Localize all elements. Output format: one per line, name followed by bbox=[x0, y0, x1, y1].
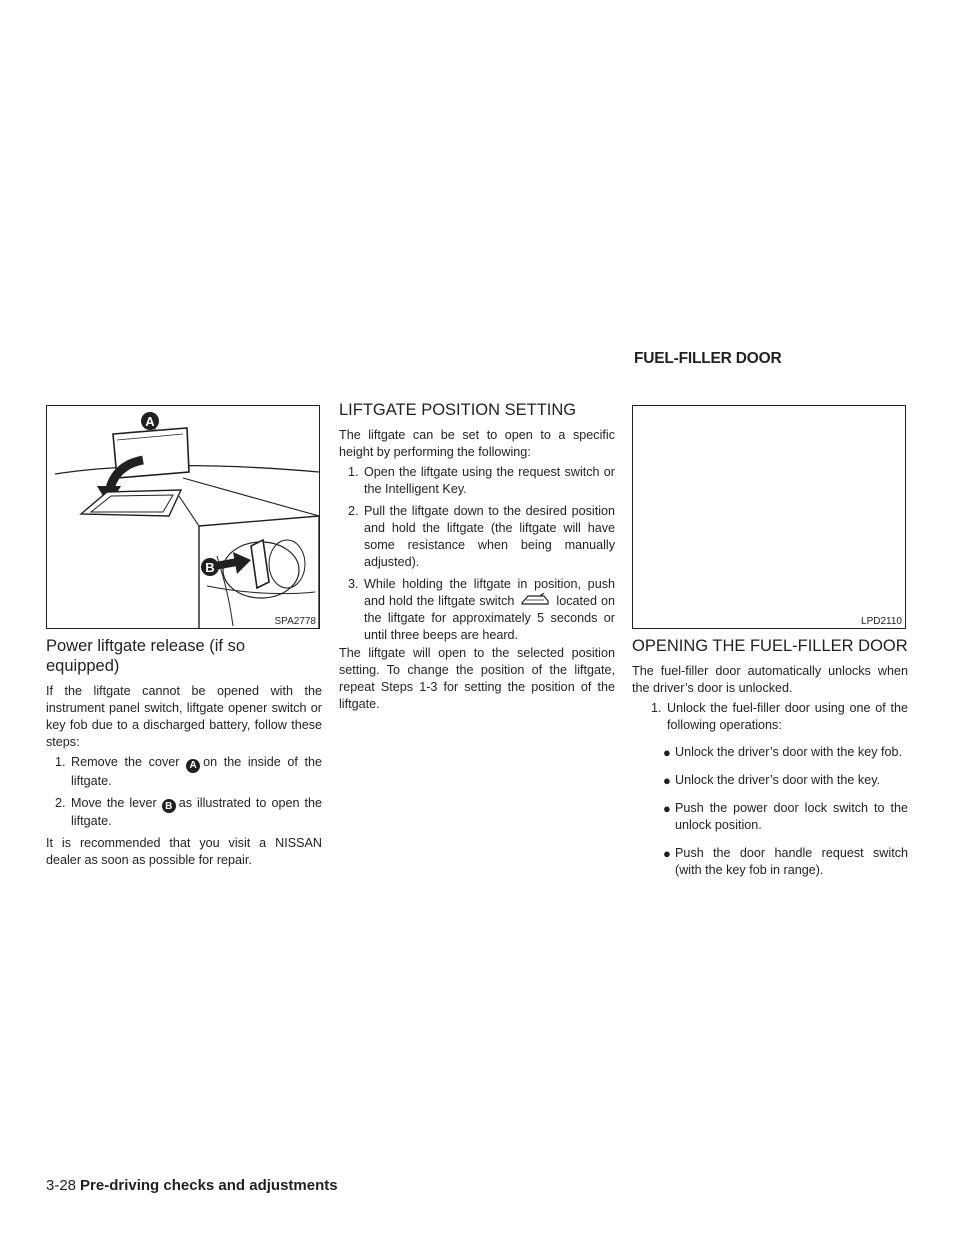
marker-a-inline: A bbox=[186, 759, 200, 773]
liftgate-release-illustration bbox=[47, 406, 320, 629]
step-item bbox=[339, 464, 615, 498]
heading-power-liftgate-release: Power liftgate release (if so equipped) bbox=[46, 637, 246, 675]
list-item bbox=[632, 800, 908, 834]
paragraph-intro: The fuel-filler door automatically unlocks when the driver’s door is unlocked. bbox=[632, 664, 908, 695]
steps-list bbox=[339, 464, 615, 644]
bullet-text: Push the power door lock switch to the unlock position. bbox=[675, 801, 908, 832]
step-item bbox=[46, 754, 322, 790]
paragraph-closing: The liftgate will open to the selected position setting. To change the position of the liftgate, repeat Steps 1-3 for setting the position of the liftgate. bbox=[339, 646, 615, 711]
step-number: 1. bbox=[348, 465, 359, 479]
step-text: Unlock the fuel-filler door using one of the following operations: bbox=[667, 701, 908, 732]
step-text: Remove the cover bbox=[71, 755, 180, 769]
step-item bbox=[46, 795, 322, 831]
bullet-icon: ● bbox=[663, 801, 671, 816]
bullet-text: Push the door handle request switch (with the key fob in range). bbox=[675, 846, 908, 877]
step-number: 3. bbox=[348, 577, 359, 591]
liftgate-switch-icon bbox=[520, 593, 550, 607]
bullet-icon: ● bbox=[663, 745, 671, 760]
step-text: as illustrated to open the liftgate. bbox=[71, 795, 322, 828]
bullet-icon: ● bbox=[663, 846, 671, 861]
figure-code: SPA2778 bbox=[274, 616, 316, 627]
marker-b: B bbox=[201, 558, 219, 576]
column-right bbox=[632, 405, 908, 890]
marker-b-inline: B bbox=[162, 799, 176, 813]
bullet-list bbox=[632, 744, 908, 879]
paragraph-closing: It is recommended that you visit a NISSAN dealer as soon as possible for repair. bbox=[46, 836, 322, 867]
step-text: Pull the liftgate down to the desired position and hold the liftgate (the liftgate will have some resistance when being manually adjusted). bbox=[364, 504, 615, 569]
step-number: 2. bbox=[348, 504, 359, 518]
heading-liftgate-position-setting: LIFTGATE POSITION SETTING bbox=[339, 401, 577, 419]
step-text: While holding the liftgate in position, push and hold the liftgate switch bbox=[364, 577, 615, 608]
bullet-text: Unlock the driver’s door with the key. bbox=[675, 773, 881, 787]
paragraph-intro: If the liftgate cannot be opened with the instrument panel switch, liftgate opener switch or key fob due to a discharged battery, follow these steps: bbox=[46, 684, 322, 749]
heading-opening-fuel-filler-door: OPENING THE FUEL-FILLER DOOR bbox=[632, 637, 908, 655]
list-item bbox=[632, 845, 908, 879]
steps-list bbox=[632, 700, 908, 734]
page-footer bbox=[46, 1177, 338, 1195]
step-number: 2. bbox=[55, 795, 66, 810]
step-number: 1. bbox=[55, 755, 66, 769]
step-number: 1. bbox=[651, 701, 662, 715]
column-left bbox=[46, 405, 322, 869]
page-number: 3-28 bbox=[46, 1177, 77, 1194]
step-text: Move the lever bbox=[71, 795, 157, 810]
figure-fuel-filler-door bbox=[632, 405, 906, 629]
figure-liftgate-release bbox=[46, 405, 320, 629]
steps-list bbox=[46, 754, 322, 830]
section-title: FUEL-FILLER DOOR bbox=[634, 350, 782, 367]
bullet-text: Unlock the driver’s door with the key fob. bbox=[675, 745, 903, 759]
step-item bbox=[632, 700, 908, 734]
step-text: located on the liftgate for approximately 5 seconds or until three beeps are heard. bbox=[364, 594, 616, 642]
column-middle bbox=[339, 401, 616, 713]
step-text: Open the liftgate using the request switch or the Intelligent Key. bbox=[364, 465, 615, 496]
paragraph-intro: The liftgate can be set to open to a specific height by performing the following: bbox=[339, 428, 615, 459]
step-item bbox=[339, 503, 615, 571]
figure-code: LPD2110 bbox=[861, 616, 902, 627]
step-text: on the inside of the liftgate. bbox=[71, 755, 322, 788]
bullet-icon: ● bbox=[663, 773, 671, 788]
list-item bbox=[632, 744, 908, 761]
chapter-title: Pre-driving checks and adjustments bbox=[80, 1177, 338, 1194]
step-item bbox=[339, 576, 615, 644]
list-item bbox=[632, 772, 908, 789]
marker-a: A bbox=[141, 412, 159, 430]
